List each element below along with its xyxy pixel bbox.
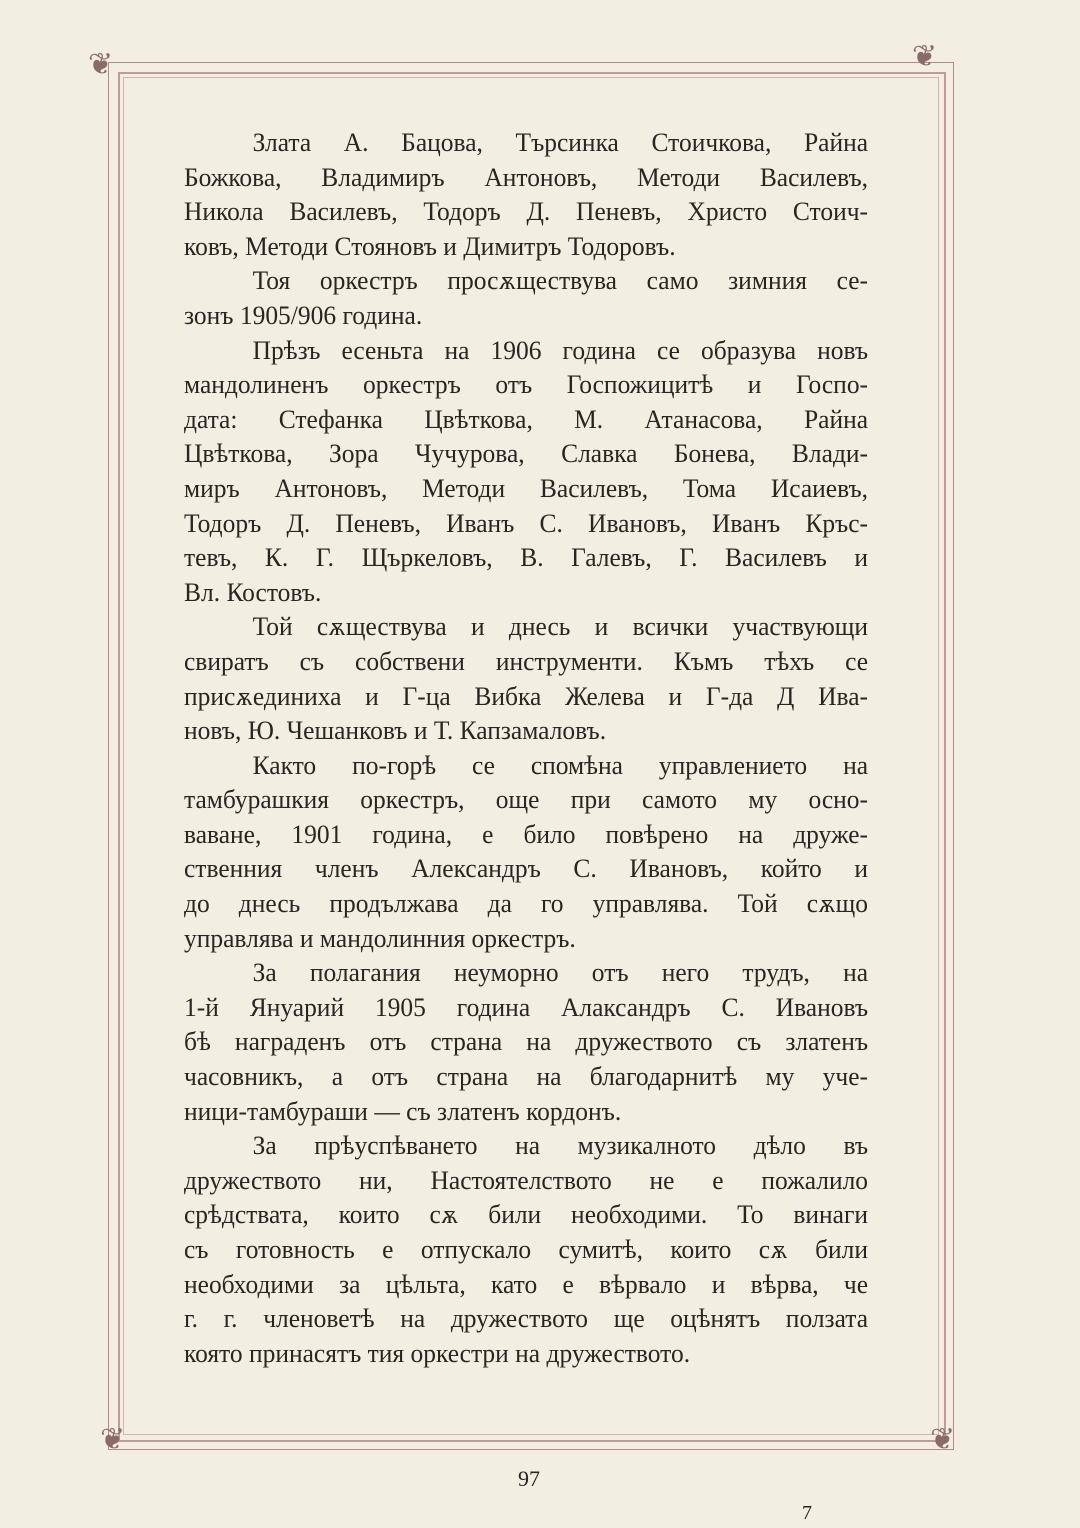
text-line: тевъ, К. Г. Щъркеловъ, В. Галевъ, Г. Василевъ и [184, 543, 869, 573]
corner-ornament-icon: ❦ [88, 48, 114, 81]
text-line: Злата А. Бацова, Търсинка Стоичкова, Райна [252, 128, 869, 157]
text-line: Както по-горѣ се спомѣна управлението на [252, 750, 869, 780]
text-line: ковъ, Методи Стояновъ и Димитръ Тодоровъ. [184, 231, 676, 261]
corner-ornament-icon: ❦ [100, 1423, 126, 1456]
text-line: 1-й Януарий 1905 година Алаксандръ С. Ивановъ [184, 992, 869, 1022]
corner-ornament-icon: ❦ [930, 1423, 956, 1456]
text-line: ваване, 1901 година, е било повѣрено на друже- [184, 819, 869, 849]
text-line: дружеството ни, Настоятелството не е пожалило [184, 1165, 869, 1195]
page-number: 97 [518, 1466, 540, 1491]
text-line: тамбурашкия оркестръ, още при самото му осно- [184, 785, 869, 815]
text-line: Никола Василевъ, Тодоръ Д. Пеневъ, Христо Стоич- [184, 197, 869, 227]
corner-ornament-icon: ❦ [912, 40, 938, 73]
paragraph [184, 264, 882, 333]
paragraph [184, 334, 882, 611]
text-line: За прѣуспѣването на музикалното дѣло въ [252, 1131, 869, 1161]
paragraph [184, 126, 882, 264]
text-line: срѣдствата, които сѫ били необходими. То винаги [184, 1200, 869, 1230]
text-line: свиратъ съ собствени инструменти. Къмъ тѣхъ се [184, 646, 869, 676]
text-line: управлява и мандолинния оркестръ. [184, 923, 576, 953]
text-line: съ готовность е отпускало сумитѣ, които сѫ били [184, 1235, 869, 1264]
body-text [184, 126, 882, 1371]
text-line: присѫединиха и Г-ца Вибка Желева и Г-да Д Ива- [184, 681, 869, 711]
text-line: зонъ 1905/906 година. [184, 300, 423, 330]
paragraph [184, 610, 882, 748]
text-line: дата: Стефанка Цвѣткова, М. Атанасова, Райна [184, 404, 869, 434]
text-line: необходими за цѣльта, като е вѣрвало и вѣрва, че [184, 1269, 869, 1299]
text-line: часовникъ, а отъ страна на благодарнитѣ му уче- [184, 1062, 869, 1092]
signature-mark: 7 [802, 1502, 812, 1524]
text-line: ственния членъ Александръ С. Ивановъ, който и [184, 854, 869, 884]
paragraph [184, 749, 882, 957]
text-line: Вл. Костовъ. [184, 577, 322, 607]
text-line: мандолиненъ оркестръ отъ Госпожицитѣ и Госпо- [184, 370, 869, 400]
text-line: до днесь продължава да го управлява. Той сѫщо [184, 889, 869, 919]
paragraph [184, 956, 882, 1129]
text-line: Прѣзъ есеньта на 1906 година се образува новъ [252, 335, 869, 365]
paragraph [184, 1129, 882, 1371]
text-line: миръ Антоновъ, Методи Василевъ, Тома Исаиевъ, [184, 473, 869, 503]
text-line: Цвѣткова, Зора Чучурова, Славка Бонева, Влади- [184, 439, 869, 469]
text-line: Той сѫществува и днесь и всички участвующи [252, 612, 869, 642]
text-line: Божкова, Владимиръ Антоновъ, Методи Василевъ, [184, 162, 869, 192]
text-line: г. г. членоветѣ на дружеството ще оцѣнятъ ползата [184, 1304, 869, 1334]
text-line: ници-тамбураши — съ златенъ кордонъ. [184, 1096, 622, 1126]
text-line: Тоя оркестръ просѫществува само зимния се- [252, 266, 869, 296]
text-line: новъ, Ю. Чешанковъ и Т. Капзамаловъ. [184, 716, 607, 746]
text-line: Тодоръ Д. Пеневъ, Иванъ С. Ивановъ, Иванъ Кръс- [184, 508, 869, 538]
text-line: бѣ награденъ отъ страна на дружеството съ златенъ [184, 1027, 869, 1057]
text-line: За полагания неуморно отъ него трудъ, на [252, 958, 869, 988]
text-line: която принасятъ тия оркестри на дружеството. [184, 1338, 691, 1368]
